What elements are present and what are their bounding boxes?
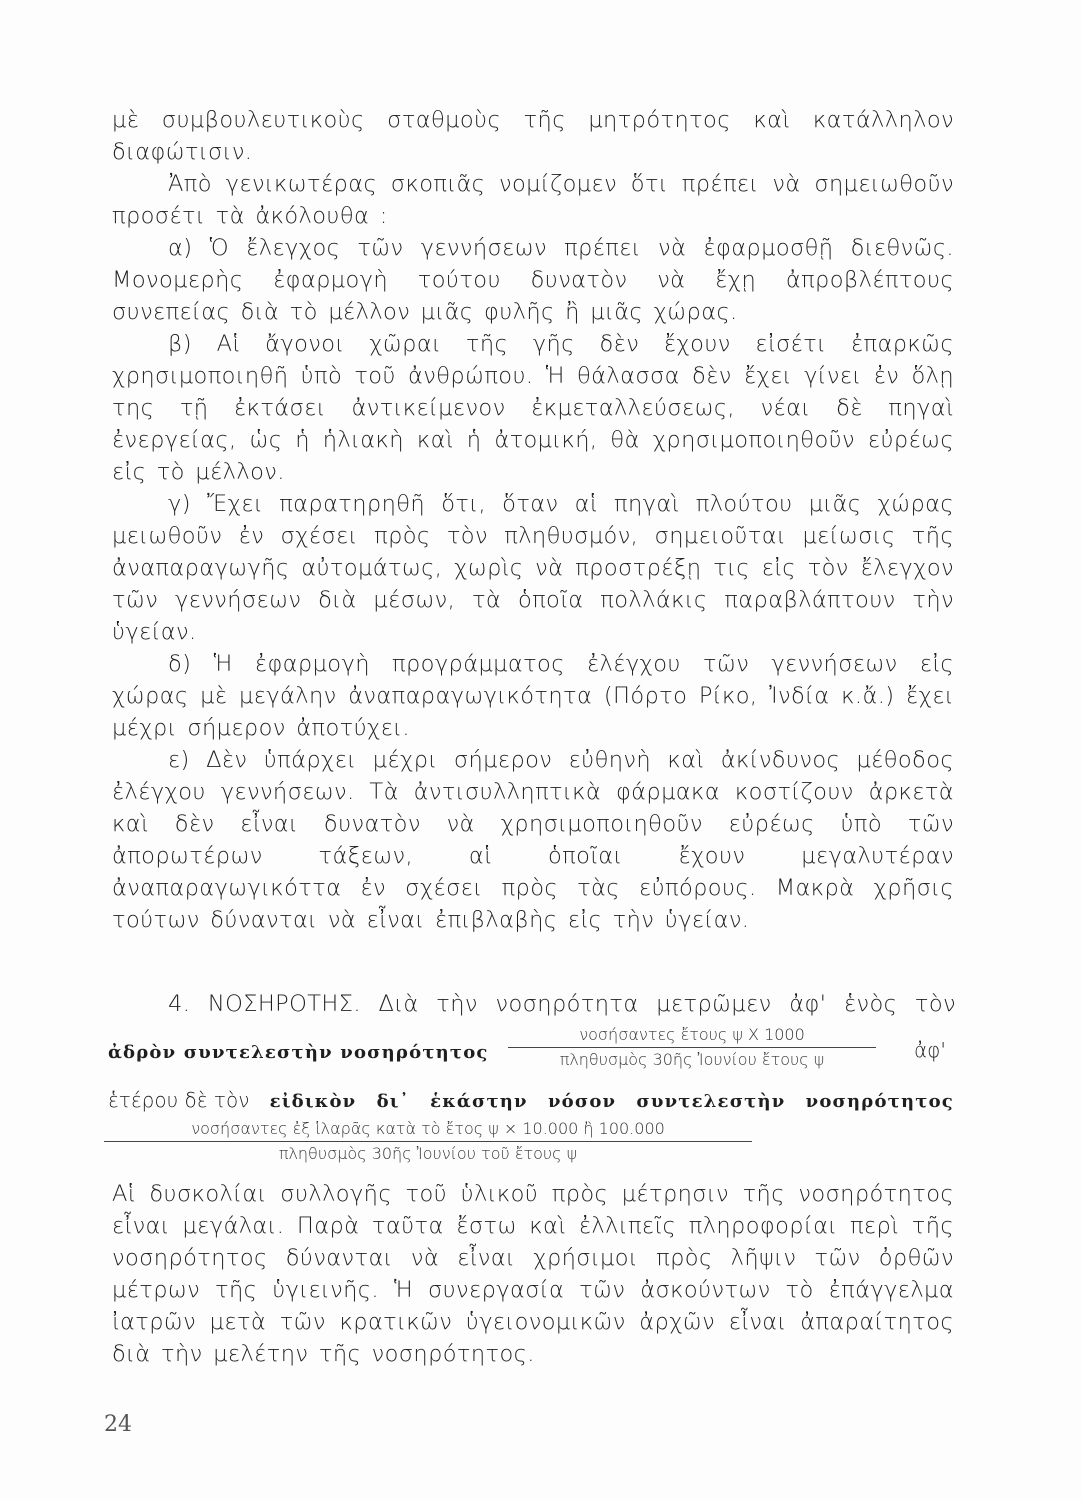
fraction-bar bbox=[104, 1141, 752, 1142]
bold-word: εἰδικὸν bbox=[269, 1091, 357, 1112]
formula-numerator: νοσήσαντες ἐξ ἱλαρᾶς κατὰ τὸ ἔτος ψ × 10.000 ἢ 100.000 bbox=[191, 1119, 665, 1138]
paragraph-item-c: γ) Ἔχει παρατηρηθῆ ὅτι, ὅταν αἱ πηγαὶ πλούτου μιᾶς χώρας μειωθοῦν ἐν σχέσει πρὸς τὸν πληθυσμόν, σημειοῦται μείωσις τῆς ἀναπαραγωγῆς αὐτομάτως, χωρὶς νὰ προστρέξῃ τις εἰς τὸν ἔλεγχον τῶν γεννήσεων διὰ μέσων, τὰ ὁποῖα πολλάκις παραβλάπτουν τὴν ὑγείαν. bbox=[112, 491, 954, 645]
section-heading-line bbox=[112, 988, 956, 1020]
paragraph-item-e: ε) Δὲν ὑπάρχει μέχρι σήμερον εὐθηνὴ καὶ ἀκίνδυνος μέθοδος ἐλέγχου γεννήσεων. Τὰ ἀντισυλληπτικὰ φάρμακα κοστίζουν ἀρκετὰ καὶ δὲν εἶναι δυνατὸν νὰ χρησιμοποιηθοῦν εὐρέως ὑπὸ τῶν ἀπορωτέρων τάξεων, αἱ ὁποῖαι ἔχουν μεγαλυτέραν ἀναπαραγωγικόττα ἐν σχέσει πρὸς τὰς εὐπόρους. Μακρὰ χρῆσις τούτων δύνανται νὰ εἶναι ἐπιβλαβὴς εἰς τὴν ὑγείαν. bbox=[112, 747, 954, 933]
paragraph-closing: Αἱ δυσκολίαι συλλογῆς τοῦ ὑλικοῦ πρὸς μέτρησιν τῆς νοσηρότητος εἶναι μεγάλαι. Παρὰ ταῦτα ἔστω καὶ ἐλλιπεῖς πληροφορίαι περὶ τῆς νοσηρότητος δύνανται νὰ εἶναι χρήσιμοι πρὸς λῆψιν τῶν ὀρθῶν μέτρων τῆς ὑγιεινῆς. Ἡ συνεργασία τῶν ἀσκούντων τὸ ἐπάγγελμα ἰατρῶν μετὰ τῶν κρατικῶν ὑγειονομικῶν ἀρχῶν εἶναι ἀπαραίτητος διὰ τὴν μελέτην τῆς νοσηρότητος. bbox=[112, 1181, 954, 1367]
bottom-text-block bbox=[112, 1178, 954, 1370]
paragraph-item-b: β) Αἱ ἄγονοι χῶραι τῆς γῆς δὲν ἔχουν εἰσέτι ἐπαρκῶς χρησιμοποιηθῆ ὑπὸ τοῦ ἀνθρώπου. Ἡ θάλασσα δὲν ἔχει γίνει ἐν ὅλῃ της τῇ ἐκτάσει ἀντικείμενον ἐκμεταλλεύσεως, νέαι δὲ πηγαὶ ἐνεργείας, ὡς ἡ ἡλιακὴ καὶ ἡ ἀτομική, θὰ χρησιμοποιηθοῦν εὐρέως εἰς τὸ μέλλον. bbox=[112, 331, 954, 485]
section-heading-text: Διὰ τὴν νοσηρότητα μετρῶμεν ἀφ' ἑνὸς τὸν bbox=[378, 991, 956, 1017]
formula-after-text: ἀφ' bbox=[914, 1038, 946, 1062]
bold-word: νόσον bbox=[547, 1091, 617, 1112]
fraction-bar bbox=[508, 1047, 876, 1048]
paragraph-item-a: α) Ὁ ἔλεγχος τῶν γεννήσεων πρέπει νὰ ἐφαρμοσθῇ διεθνῶς. Μονομερὴς ἐφαρμογὴ τούτου δυνατὸν νὰ ἔχῃ ἀπροβλέπτους συνεπείας διὰ τὸ μέλλον μιᾶς φυλῆς ἢ μιᾶς χώρας. bbox=[112, 235, 954, 325]
formula-numerator: νοσήσαντες ἔτους ψ Χ 1000 bbox=[579, 1025, 805, 1044]
crude-morbidity-formula bbox=[508, 1024, 876, 1071]
top-text-block bbox=[112, 104, 954, 936]
specific-morbidity-formula bbox=[104, 1118, 752, 1165]
formula-denominator: πληθυσμὸς 30ῆς Ἰουνίου ἔτους ψ bbox=[559, 1050, 825, 1069]
paragraph-item-d: δ) Ἡ ἐφαρμογὴ προγράμματος ἐλέγχου τῶν γεννήσεων εἰς χώρας μὲ μεγάλην ἀναπαραγωγικότητα (Πόρτο Ρίκο, Ἰνδία κ.ἄ.) ἔχει μέχρι σήμερον ἀποτύχει. bbox=[112, 651, 954, 741]
bold-word: νοσηρότητος bbox=[805, 1091, 954, 1112]
bold-word: συντελεστὴν bbox=[636, 1091, 786, 1112]
page-number: 24 bbox=[104, 1412, 132, 1437]
formula-denominator: πληθυσμὸς 30ῆς Ἰουνίου τοῦ ἔτους ψ bbox=[278, 1144, 578, 1163]
paragraph-intro-continuation: μὲ συμβουλευτικοὺς σταθμοὺς τῆς μητρότητος καὶ κατάλληλον διαφώτισιν. bbox=[112, 107, 954, 165]
section-heading: 4. ΝΟΣΗΡΟΤΗΣ. bbox=[168, 991, 361, 1017]
line2-prefix: ἑτέρου δὲ τὸν bbox=[108, 1088, 250, 1112]
crude-morbidity-label: ἀδρὸν συντελεστὴν νοσηρότητος bbox=[108, 1042, 489, 1063]
bold-word: ἑκάστην bbox=[430, 1091, 528, 1112]
paragraph-general-view: Ἀπὸ γενικωτέρας σκοπιᾶς νομίζομεν ὅτι πρέπει νὰ σημειωθοῦν προσέτι τὰ ἀκόλουθα : bbox=[112, 171, 954, 229]
bold-word: δι᾽ bbox=[376, 1091, 410, 1112]
specific-morbidity-line bbox=[108, 1084, 954, 1118]
